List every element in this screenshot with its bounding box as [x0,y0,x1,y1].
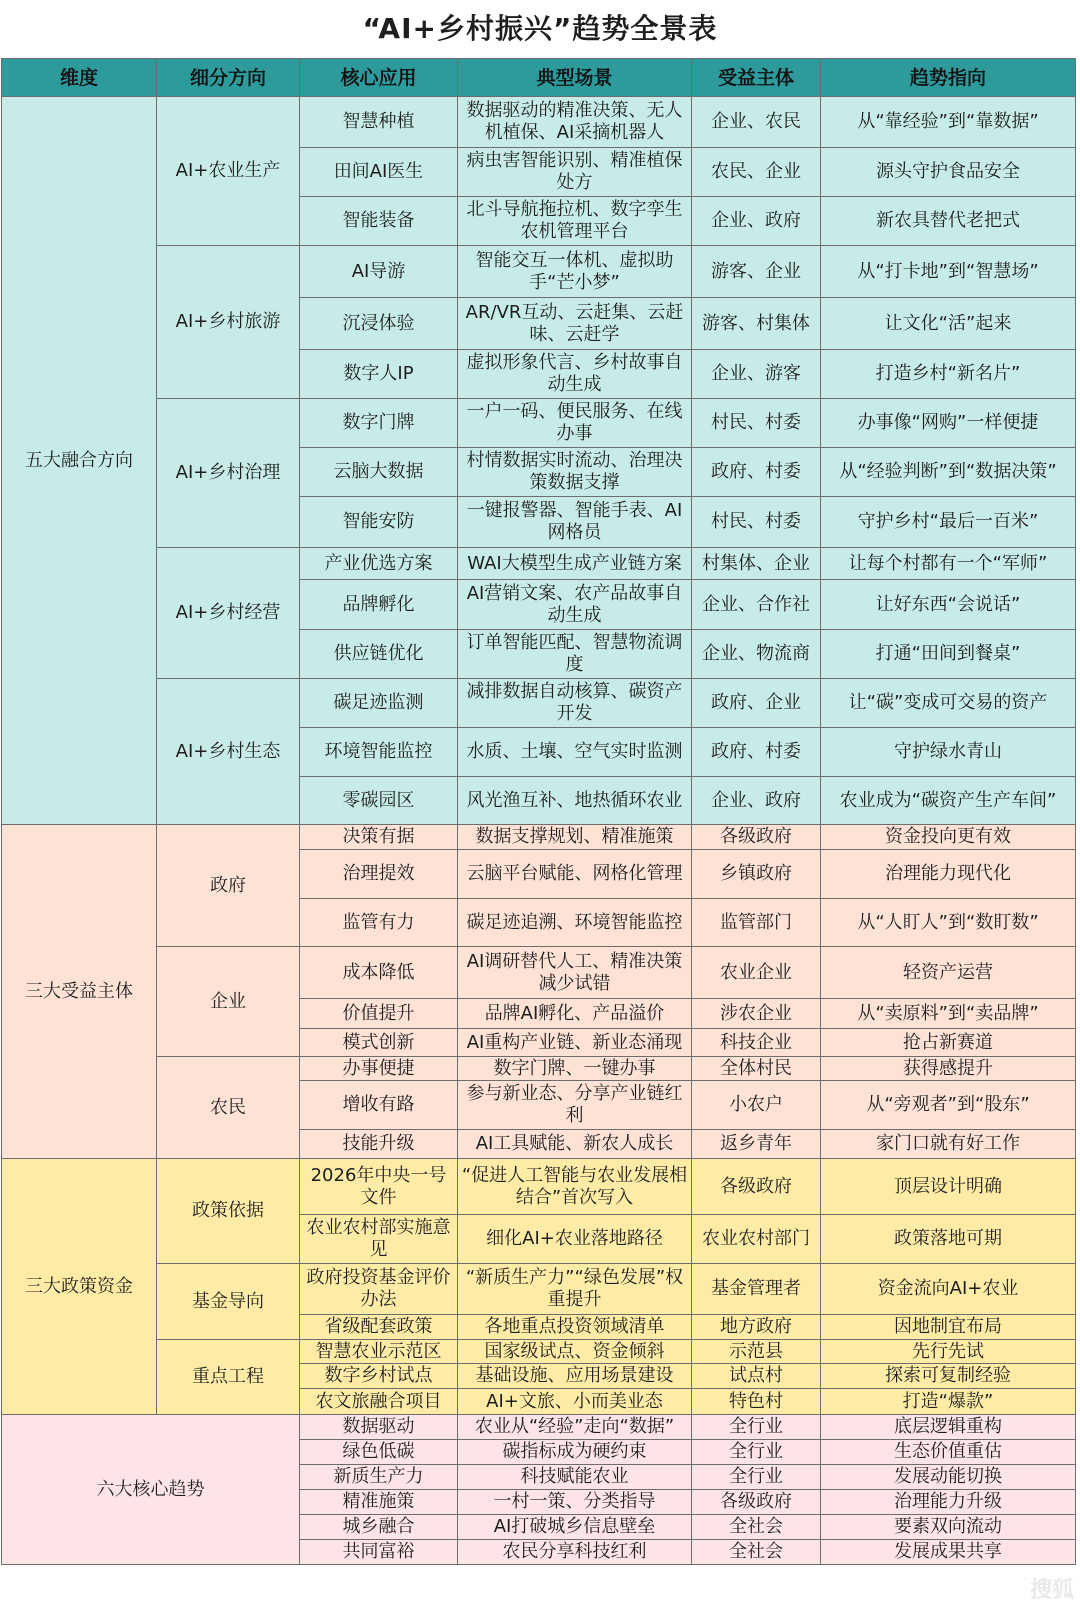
beneficiary-cell: 村集体、企业 [692,548,821,580]
core-app-cell: 供应链优化 [300,630,458,679]
scene-cell: AI+文旅、小而美业态 [458,1389,692,1415]
core-app-cell: 决策有据 [300,825,458,850]
trend-cell: 顶层设计明确 [821,1159,1076,1215]
scene-cell: 风光渔互补、地热循环农业 [458,777,692,825]
scene-cell: AI营销文案、农产品故事自动生成 [458,580,692,630]
subdirection-cell: 农民 [157,1057,300,1159]
beneficiary-cell: 示范县 [692,1340,821,1364]
beneficiary-cell: 乡镇政府 [692,850,821,899]
trend-cell: 源头守护食品安全 [821,148,1076,197]
table-row [2,97,1076,148]
subdirection-cell: AI+乡村旅游 [157,246,300,399]
header-beneficiary: 受益主体 [692,59,821,97]
table-header-row [2,59,1076,97]
dimension-cell: 三大政策资金 [2,1159,157,1415]
scene-cell: 参与新业态、分享产业链红利 [458,1081,692,1130]
trend-cell: 新农具替代老把式 [821,197,1076,246]
beneficiary-cell: 各级政府 [692,1159,821,1215]
beneficiary-cell: 全社会 [692,1540,821,1565]
beneficiary-cell: 政府、村委 [692,728,821,777]
scene-cell: 国家级试点、资金倾斜 [458,1340,692,1364]
scene-cell: 农业从“经验”走向“数据” [458,1415,692,1440]
subdirection-cell: 重点工程 [157,1340,300,1415]
beneficiary-cell: 政府、村委 [692,448,821,497]
scene-cell: 碳足迹追溯、环境智能监控 [458,899,692,947]
beneficiary-cell: 企业、合作社 [692,580,821,630]
beneficiary-cell: 全社会 [692,1515,821,1540]
trend-cell: 资金投向更有效 [821,825,1076,850]
beneficiary-cell: 试点村 [692,1364,821,1389]
scene-cell: 一户一码、便民服务、在线办事 [458,399,692,448]
scene-cell: 细化AI+农业落地路径 [458,1215,692,1264]
beneficiary-cell: 企业、政府 [692,197,821,246]
scene-cell: 村情数据实时流动、治理决策数据支撑 [458,448,692,497]
core-app-cell: 成本降低 [300,947,458,999]
scene-cell: 基础设施、应用场景建设 [458,1364,692,1389]
page-title: “AI+乡村振兴”趋势全景表 [362,12,718,45]
core-app-cell: 智能装备 [300,197,458,246]
trend-cell: 轻资产运营 [821,947,1076,999]
subdirection-cell: AI+乡村经营 [157,548,300,679]
trend-cell: 农业成为“碳资产生产车间” [821,777,1076,825]
dimension-cell: 三大受益主体 [2,825,157,1159]
table-row [2,1415,1076,1440]
subdirection-cell: AI+农业生产 [157,97,300,246]
table-row [2,1057,1076,1081]
header-trend: 趋势指向 [821,59,1076,97]
core-app-cell: 智慧农业示范区 [300,1340,458,1364]
trend-cell: 发展成果共享 [821,1540,1076,1565]
beneficiary-cell: 企业、农民 [692,97,821,148]
trend-cell: 守护乡村“最后一百米” [821,497,1076,548]
scene-cell: 减排数据自动核算、碳资产开发 [458,679,692,728]
core-app-cell: 技能升级 [300,1130,458,1159]
trend-cell: 从“卖原料”到“卖品牌” [821,999,1076,1029]
core-app-cell: 智能安防 [300,497,458,548]
scene-cell: 一键报警器、智能手表、AI网格员 [458,497,692,548]
trend-cell: 让好东西“会说话” [821,580,1076,630]
table-row [2,1264,1076,1315]
beneficiary-cell: 农民、企业 [692,148,821,197]
core-app-cell: 绿色低碳 [300,1440,458,1465]
trend-cell: 打造乡村“新名片” [821,350,1076,399]
trend-cell: 抢占新赛道 [821,1029,1076,1057]
core-app-cell: 模式创新 [300,1029,458,1057]
core-app-cell: 零碳园区 [300,777,458,825]
core-app-cell: 品牌孵化 [300,580,458,630]
trend-cell: 治理能力升级 [821,1490,1076,1515]
table-row [2,399,1076,448]
beneficiary-cell: 地方政府 [692,1315,821,1340]
beneficiary-cell: 监管部门 [692,899,821,947]
trend-cell: 从“经验判断”到“数据决策” [821,448,1076,497]
scene-cell: 水质、土壤、空气实时监测 [458,728,692,777]
beneficiary-cell: 特色村 [692,1389,821,1415]
scene-cell: AI工具赋能、新农人成长 [458,1130,692,1159]
beneficiary-cell: 各级政府 [692,825,821,850]
trend-cell: 探索可复制经验 [821,1364,1076,1389]
core-app-cell: 2026年中央一号文件 [300,1159,458,1215]
beneficiary-cell: 各级政府 [692,1490,821,1515]
trend-cell: 因地制宜布局 [821,1315,1076,1340]
beneficiary-cell: 涉农企业 [692,999,821,1029]
trend-cell: 从“靠经验”到“靠数据” [821,97,1076,148]
core-app-cell: AI导游 [300,246,458,298]
trend-cell: 让文化“活”起来 [821,298,1076,350]
header-subdirection: 细分方向 [157,59,300,97]
core-app-cell: 办事便捷 [300,1057,458,1081]
core-app-cell: 产业优选方案 [300,548,458,580]
core-app-cell: 环境智能监控 [300,728,458,777]
trend-cell: 资金流向AI+农业 [821,1264,1076,1315]
scene-cell: AI调研替代人工、精准决策减少试错 [458,947,692,999]
scene-cell: WAI大模型生成产业链方案 [458,548,692,580]
scene-cell: 虚拟形象代言、乡村故事自动生成 [458,350,692,399]
trend-cell: 先行先试 [821,1340,1076,1364]
trend-cell: 获得感提升 [821,1057,1076,1081]
core-app-cell: 监管有力 [300,899,458,947]
beneficiary-cell: 政府、企业 [692,679,821,728]
trend-cell: 治理能力现代化 [821,850,1076,899]
core-app-cell: 田间AI医生 [300,148,458,197]
scene-cell: 智能交互一体机、虚拟助手“芒小梦” [458,246,692,298]
beneficiary-cell: 农业企业 [692,947,821,999]
core-app-cell: 治理提效 [300,850,458,899]
scene-cell: AI重构产业链、新业态涌现 [458,1029,692,1057]
header-dimension: 维度 [2,59,157,97]
core-app-cell: 数字门牌 [300,399,458,448]
core-app-cell: 智慧种植 [300,97,458,148]
beneficiary-cell: 全行业 [692,1465,821,1490]
scene-cell: AR/VR互动、云赶集、云赶味、云赶学 [458,298,692,350]
subdirection-cell: 基金导向 [157,1264,300,1340]
scene-cell: 品牌AI孵化、产品溢价 [458,999,692,1029]
table-row [2,1340,1076,1364]
scene-cell: AI打破城乡信息壁垒 [458,1515,692,1540]
core-app-cell: 城乡融合 [300,1515,458,1540]
scene-cell: 碳指标成为硬约束 [458,1440,692,1465]
trend-cell: 守护绿水青山 [821,728,1076,777]
core-app-cell: 农业农村部实施意见 [300,1215,458,1264]
core-app-cell: 数据驱动 [300,1415,458,1440]
core-app-cell: 沉浸体验 [300,298,458,350]
core-app-cell: 云脑大数据 [300,448,458,497]
scene-cell: 科技赋能农业 [458,1465,692,1490]
scene-cell: 农民分享科技红利 [458,1540,692,1565]
core-app-cell: 政府投资基金评价办法 [300,1264,458,1315]
trend-cell: 要素双向流动 [821,1515,1076,1540]
beneficiary-cell: 全行业 [692,1415,821,1440]
table-row [2,1159,1076,1215]
trend-table [1,58,1076,1565]
core-app-cell: 共同富裕 [300,1540,458,1565]
watermark-logo: 搜狐 [1029,1578,1074,1603]
core-app-cell: 数字乡村试点 [300,1364,458,1389]
table-row [2,679,1076,728]
scene-cell: 订单智能匹配、智慧物流调度 [458,630,692,679]
trend-cell: 从“打卡地”到“智慧场” [821,246,1076,298]
trend-cell: 发展动能切换 [821,1465,1076,1490]
trend-cell: 打造“爆款” [821,1389,1076,1415]
scene-cell: “新质生产力”“绿色发展”权重提升 [458,1264,692,1315]
header-scene: 典型场景 [458,59,692,97]
beneficiary-cell: 农业农村部门 [692,1215,821,1264]
trend-cell: 让每个村都有一个“军师” [821,548,1076,580]
beneficiary-cell: 村民、村委 [692,497,821,548]
table-row [2,825,1076,850]
subdirection-cell: 政府 [157,825,300,947]
beneficiary-cell: 基金管理者 [692,1264,821,1315]
trend-cell: 底层逻辑重构 [821,1415,1076,1440]
trend-cell: 打通“田间到餐桌” [821,630,1076,679]
trend-cell: 让“碳”变成可交易的资产 [821,679,1076,728]
scene-cell: 一村一策、分类指导 [458,1490,692,1515]
table-row [2,947,1076,999]
beneficiary-cell: 小农户 [692,1081,821,1130]
table-body [2,97,1076,1565]
scene-cell: 数据支撑规划、精准施策 [458,825,692,850]
subdirection-cell: AI+乡村治理 [157,399,300,548]
scene-cell: 各地重点投资领域清单 [458,1315,692,1340]
core-app-cell: 数字人IP [300,350,458,399]
subdirection-cell: 企业 [157,947,300,1057]
core-app-cell: 价值提升 [300,999,458,1029]
dimension-cell: 五大融合方向 [2,97,157,825]
beneficiary-cell: 企业、游客 [692,350,821,399]
beneficiary-cell: 全体村民 [692,1057,821,1081]
trend-cell: 政策落地可期 [821,1215,1076,1264]
subdirection-cell: AI+乡村生态 [157,679,300,825]
table-row [2,548,1076,580]
beneficiary-cell: 企业、政府 [692,777,821,825]
beneficiary-cell: 企业、物流商 [692,630,821,679]
subdirection-cell: 政策依据 [157,1159,300,1264]
beneficiary-cell: 游客、村集体 [692,298,821,350]
core-app-cell: 精准施策 [300,1490,458,1515]
beneficiary-cell: 科技企业 [692,1029,821,1057]
scene-cell: 数字门牌、一键办事 [458,1057,692,1081]
dimension-cell: 六大核心趋势 [2,1415,300,1565]
trend-cell: 家门口就有好工作 [821,1130,1076,1159]
core-app-cell: 碳足迹监测 [300,679,458,728]
core-app-cell: 农文旅融合项目 [300,1389,458,1415]
beneficiary-cell: 村民、村委 [692,399,821,448]
scene-cell: 数据驱动的精准决策、无人机植保、AI采摘机器人 [458,97,692,148]
trend-cell: 从“人盯人”到“数盯数” [821,899,1076,947]
table-row [2,246,1076,298]
scene-cell: 云脑平台赋能、网格化管理 [458,850,692,899]
beneficiary-cell: 返乡青年 [692,1130,821,1159]
header-core-app: 核心应用 [300,59,458,97]
trend-cell: 办事像“网购”一样便捷 [821,399,1076,448]
beneficiary-cell: 游客、企业 [692,246,821,298]
trend-cell: 生态价值重估 [821,1440,1076,1465]
scene-cell: “促进人工智能与农业发展相结合”首次写入 [458,1159,692,1215]
core-app-cell: 增收有路 [300,1081,458,1130]
scene-cell: 北斗导航拖拉机、数字孪生农机管理平台 [458,197,692,246]
beneficiary-cell: 全行业 [692,1440,821,1465]
trend-cell: 从“旁观者”到“股东” [821,1081,1076,1130]
scene-cell: 病虫害智能识别、精准植保处方 [458,148,692,197]
core-app-cell: 新质生产力 [300,1465,458,1490]
core-app-cell: 省级配套政策 [300,1315,458,1340]
